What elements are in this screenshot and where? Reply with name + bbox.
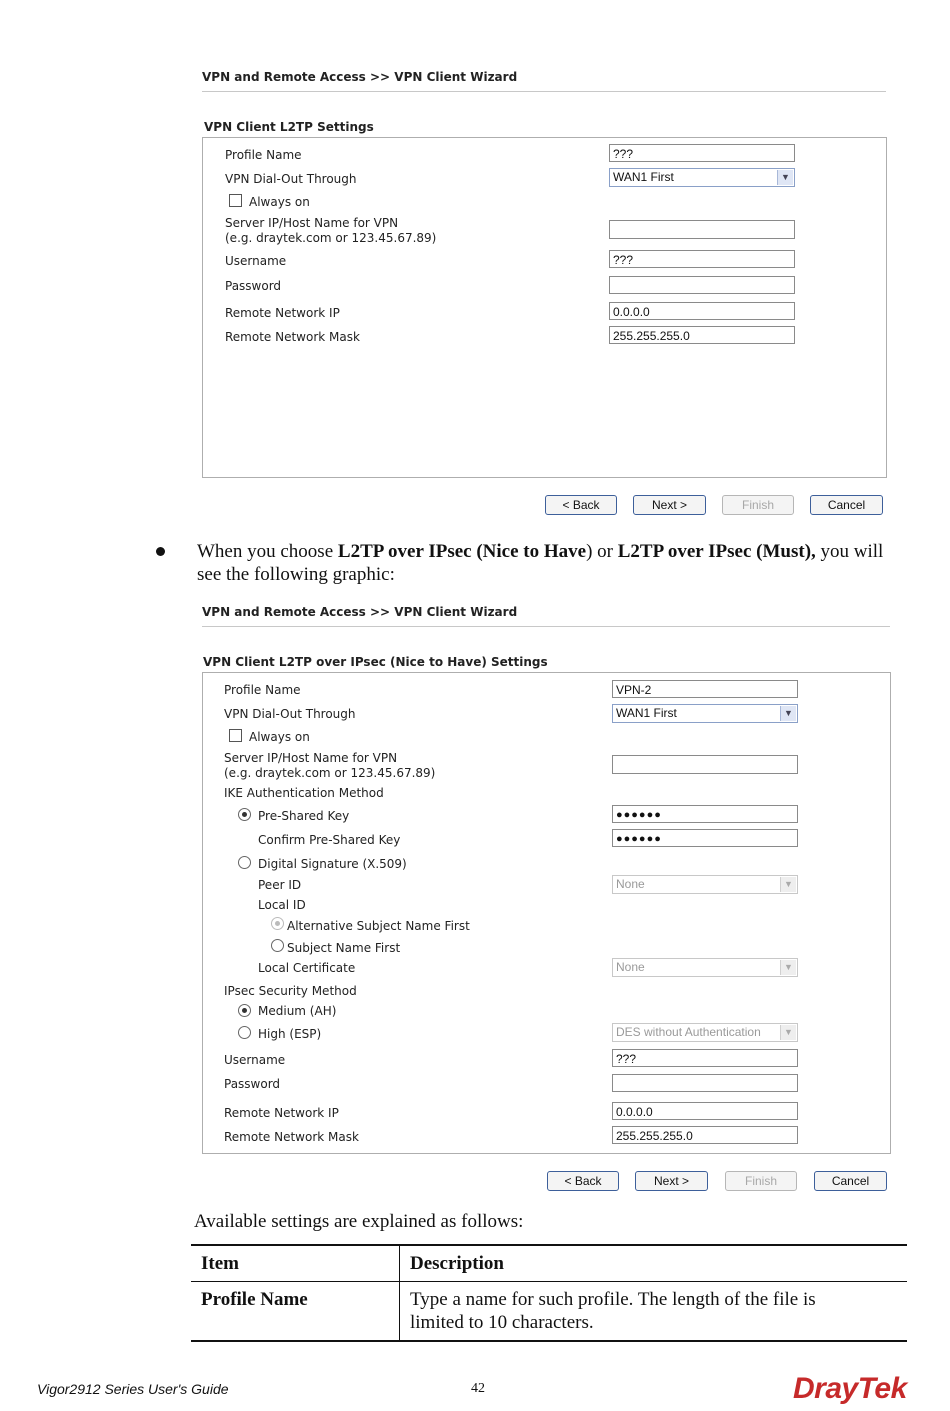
server-input[interactable] [609, 220, 795, 239]
chevron-down-icon: ▼ [780, 1025, 796, 1040]
finish-button[interactable]: Finish [725, 1171, 797, 1191]
header-item: Item [191, 1245, 400, 1282]
next-button[interactable]: Next > [635, 1171, 708, 1191]
username-input[interactable]: ??? [612, 1049, 798, 1067]
divider [202, 626, 890, 627]
chevron-down-icon: ▼ [780, 960, 796, 975]
peer-id-label: Peer ID [258, 878, 302, 892]
password-label: Password [225, 279, 282, 293]
table-row [191, 1282, 907, 1342]
server-input[interactable] [612, 755, 798, 774]
medium-ah-radio[interactable] [238, 1004, 251, 1017]
profile-name-label: Profile Name [224, 683, 301, 697]
digital-signature-label: Digital Signature (X.509) [258, 857, 407, 871]
row-description: Type a name for such profile. The length of the file is limited to 10 characters. [410, 1289, 816, 1333]
breadcrumb: VPN and Remote Access >> VPN Client Wizard [202, 70, 518, 84]
always-on-label: Always on [249, 195, 310, 209]
digital-signature-radio[interactable] [238, 856, 251, 869]
server-label: Server IP/Host Name for VPN [225, 216, 399, 230]
next-button[interactable]: Next > [633, 495, 706, 515]
psk-radio[interactable] [238, 808, 251, 821]
high-esp-label: High (ESP) [258, 1027, 322, 1041]
high-esp-value: DES without Authentication [616, 1025, 761, 1039]
dialout-label: VPN Dial-Out Through [224, 707, 356, 721]
divider [202, 91, 886, 92]
page-number: 42 [471, 1381, 485, 1396]
profile-name-input[interactable]: VPN-2 [612, 680, 798, 698]
chevron-down-icon: ▼ [780, 877, 796, 892]
local-cert-value: None [616, 960, 645, 974]
high-esp-select[interactable] [612, 1023, 798, 1042]
draytek-logo: DrayTek [793, 1372, 907, 1405]
username-input[interactable]: ??? [609, 250, 795, 268]
psk-input[interactable]: ●●●●●● [612, 805, 798, 823]
username-label: Username [225, 254, 287, 268]
bullet-paragraph: When you choose L2TP over IPsec (Nice to Have) or L2TP over IPsec (Must), you will see the following graphic: [197, 541, 884, 585]
subject-name-radio[interactable] [271, 939, 284, 952]
profile-name-input[interactable]: ??? [609, 144, 795, 162]
chevron-down-icon: ▼ [780, 706, 796, 721]
section-title: VPN Client L2TP over IPsec (Nice to Have) Settings [203, 655, 548, 669]
local-cert-select[interactable] [612, 958, 798, 977]
remote-mask-label: Remote Network Mask [224, 1130, 359, 1144]
dialout-select[interactable] [609, 168, 795, 187]
username-label: Username [224, 1053, 286, 1067]
always-on-label: Always on [249, 730, 310, 744]
bullet-icon [156, 547, 165, 556]
back-button[interactable]: < Back [545, 495, 617, 515]
settings-panel [202, 137, 887, 478]
ike-method-label: IKE Authentication Method [224, 786, 384, 800]
remote-mask-input[interactable]: 255.255.255.0 [612, 1126, 798, 1144]
chevron-down-icon: ▼ [777, 170, 793, 185]
server-hint: (e.g. draytek.com or 123.45.67.89) [224, 766, 436, 780]
psk-label: Pre-Shared Key [258, 809, 350, 823]
medium-ah-label: Medium (AH) [258, 1004, 337, 1018]
local-cert-label: Local Certificate [258, 961, 356, 975]
high-esp-radio[interactable] [238, 1026, 251, 1039]
remote-mask-label: Remote Network Mask [225, 330, 360, 344]
back-button[interactable]: < Back [547, 1171, 619, 1191]
breadcrumb: VPN and Remote Access >> VPN Client Wizard [202, 605, 518, 619]
always-on-checkbox[interactable] [229, 194, 242, 207]
always-on-checkbox[interactable] [229, 729, 242, 742]
settings-table [191, 1244, 907, 1342]
alt-subject-radio[interactable] [271, 917, 284, 930]
server-label: Server IP/Host Name for VPN [224, 751, 398, 765]
dialout-value: WAN1 First [613, 170, 674, 184]
dialout-label: VPN Dial-Out Through [225, 172, 357, 186]
header-description: Description [410, 1253, 504, 1274]
available-settings-text: Available settings are explained as follows: [194, 1211, 524, 1232]
row-item: Profile Name [191, 1282, 400, 1342]
peer-id-select[interactable] [612, 875, 798, 894]
section-title: VPN Client L2TP Settings [204, 120, 374, 134]
remote-ip-input[interactable]: 0.0.0.0 [612, 1102, 798, 1120]
table-header-row [191, 1245, 907, 1282]
password-label: Password [224, 1077, 281, 1091]
remote-ip-label: Remote Network IP [225, 306, 340, 320]
dialout-value: WAN1 First [616, 706, 677, 720]
profile-name-label: Profile Name [225, 148, 302, 162]
local-id-label: Local ID [258, 898, 306, 912]
subject-name-label: Subject Name First [287, 941, 401, 955]
footer-guide-title: Vigor2912 Series User's Guide [37, 1381, 229, 1397]
ipsec-method-label: IPsec Security Method [224, 984, 357, 998]
password-input[interactable] [612, 1074, 798, 1092]
password-input[interactable] [609, 276, 795, 294]
remote-mask-input[interactable]: 255.255.255.0 [609, 326, 795, 344]
alt-subject-label: Alternative Subject Name First [287, 919, 470, 933]
remote-ip-input[interactable]: 0.0.0.0 [609, 302, 795, 320]
server-hint: (e.g. draytek.com or 123.45.67.89) [225, 231, 437, 245]
peer-id-value: None [616, 877, 645, 891]
cancel-button[interactable]: Cancel [810, 495, 883, 515]
remote-ip-label: Remote Network IP [224, 1106, 339, 1120]
settings-panel [202, 672, 891, 1154]
confirm-psk-label: Confirm Pre-Shared Key [258, 833, 401, 847]
finish-button[interactable]: Finish [722, 495, 794, 515]
cancel-button[interactable]: Cancel [814, 1171, 887, 1191]
dialout-select[interactable] [612, 704, 798, 723]
confirm-psk-input[interactable]: ●●●●●● [612, 829, 798, 847]
